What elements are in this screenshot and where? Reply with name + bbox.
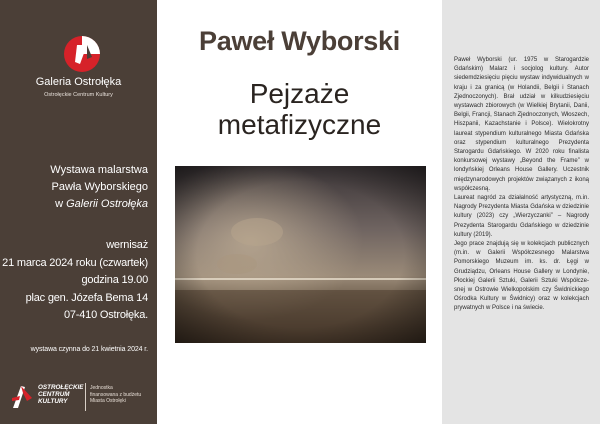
title-line-1: Pejzaże — [249, 78, 350, 109]
okk-mark-icon — [10, 384, 34, 410]
intro-prefix: w — [55, 198, 67, 210]
closing-date: wystawa czynna do 21 kwietnia 2024 r. — [30, 346, 148, 353]
center-panel — [157, 0, 442, 424]
opening-label: wernisaż — [106, 239, 148, 251]
artist-name: Paweł Wyborski — [199, 26, 400, 56]
okk-logo — [10, 381, 155, 415]
right-panel — [442, 0, 600, 424]
title-line-2: metafizyczne — [217, 109, 382, 140]
artist-biography — [454, 56, 589, 314]
intro-line-1: Wystawa malarstwa — [50, 164, 148, 176]
okk-name-line-3: KULTURY — [38, 398, 68, 405]
exhibition-title — [157, 78, 442, 140]
address-street: plac gen. Józefa Bema 14 — [25, 291, 148, 304]
opening-details — [0, 237, 148, 325]
okk-name-line-2: CENTRUM — [38, 391, 70, 398]
galeria-logo-icon — [63, 35, 101, 73]
opening-time: godzina 19.00 — [81, 274, 148, 286]
address-city: 07-410 Ostrołęka. — [63, 309, 148, 321]
okk-desc-line-3: Miasta Ostrołęki — [90, 398, 126, 404]
gallery-subtitle: Ostrołęckie Centrum Kultury — [44, 92, 113, 98]
intro-line-3 — [0, 196, 148, 213]
intro-gallery-italic: Galerii Ostrołęka — [66, 198, 148, 210]
okk-name — [38, 384, 83, 405]
okk-name-line-1: OSTROŁĘCKIE — [38, 384, 84, 391]
bio-paragraph-2: Laureat nagród za działalność artystyczną, m.in. Nagrody Prezydenta Miasta Gdańska w dziedzinie kultury (2023) czy „Wierzyczanki” – Nagrody Prezydenta Starogardu Gdańskiego w dziedzinie kultury (2019). — [454, 195, 589, 238]
intro-line-2: Pawła Wyborskiego — [51, 181, 148, 193]
bio-paragraph-3: Jego prace znajdują się w kolekcjach publicznych (m.in. w Galerii Współczesnego Malarstwa Pomorskiego Muzeum im. ks. dr. Łęgi w Grudziądzu, Orleans House Gallery w Londynie, Płockiej Galerii Sztuki, Galerii Sztuki Współczesnej w Ostrowie Wielkopolskim czy Świdnickiego Ośrodka Kultury w Świdnicy) oraz w kolekcjach prywatnych w Polsce i na świecie. — [454, 241, 589, 312]
okk-desc-line-1: Jednostka — [90, 385, 113, 391]
opening-date: 21 marca 2024 roku (czwartek) — [2, 256, 148, 269]
okk-divider — [85, 383, 86, 411]
left-panel — [0, 0, 157, 424]
okk-description — [90, 385, 141, 405]
exhibition-intro — [0, 162, 148, 213]
okk-desc-line-2: finansowana z budżetu — [90, 391, 142, 398]
painting-image — [175, 166, 426, 343]
gallery-name: Galeria Ostrołęka — [35, 76, 122, 88]
bio-paragraph-1: Paweł Wyborski (ur. 1975 w Starogardzie Gdańskim) Malarz i socjolog kultury. Autor siedemdziesięciu pięciu wystaw indywidualnych w kraju i za granicą (w Holandii, Belgii i Stanach Zjednoczonych). Brał udział w kilkudziesięciu wystawach zbiorowych (w Wielkiej Brytanii, Danii, Belgii, Francji, Stanach Zjednoczonych, Włoszech, Hiszpanii, Kazachstanie i Polsce). Wielokrotny laureat stypendium kulturalnego Miasta Gdańska oraz stypendium kulturalnego Prezydenta Starogardu Gdańskiego. W 2020 roku finalista konkursowej wystawy „Beyond the Frame” w londyńskiej Orleans House Gallery. Uczestnik międzynarodowych projektów związanych z ikoną współczesną. — [454, 57, 589, 192]
